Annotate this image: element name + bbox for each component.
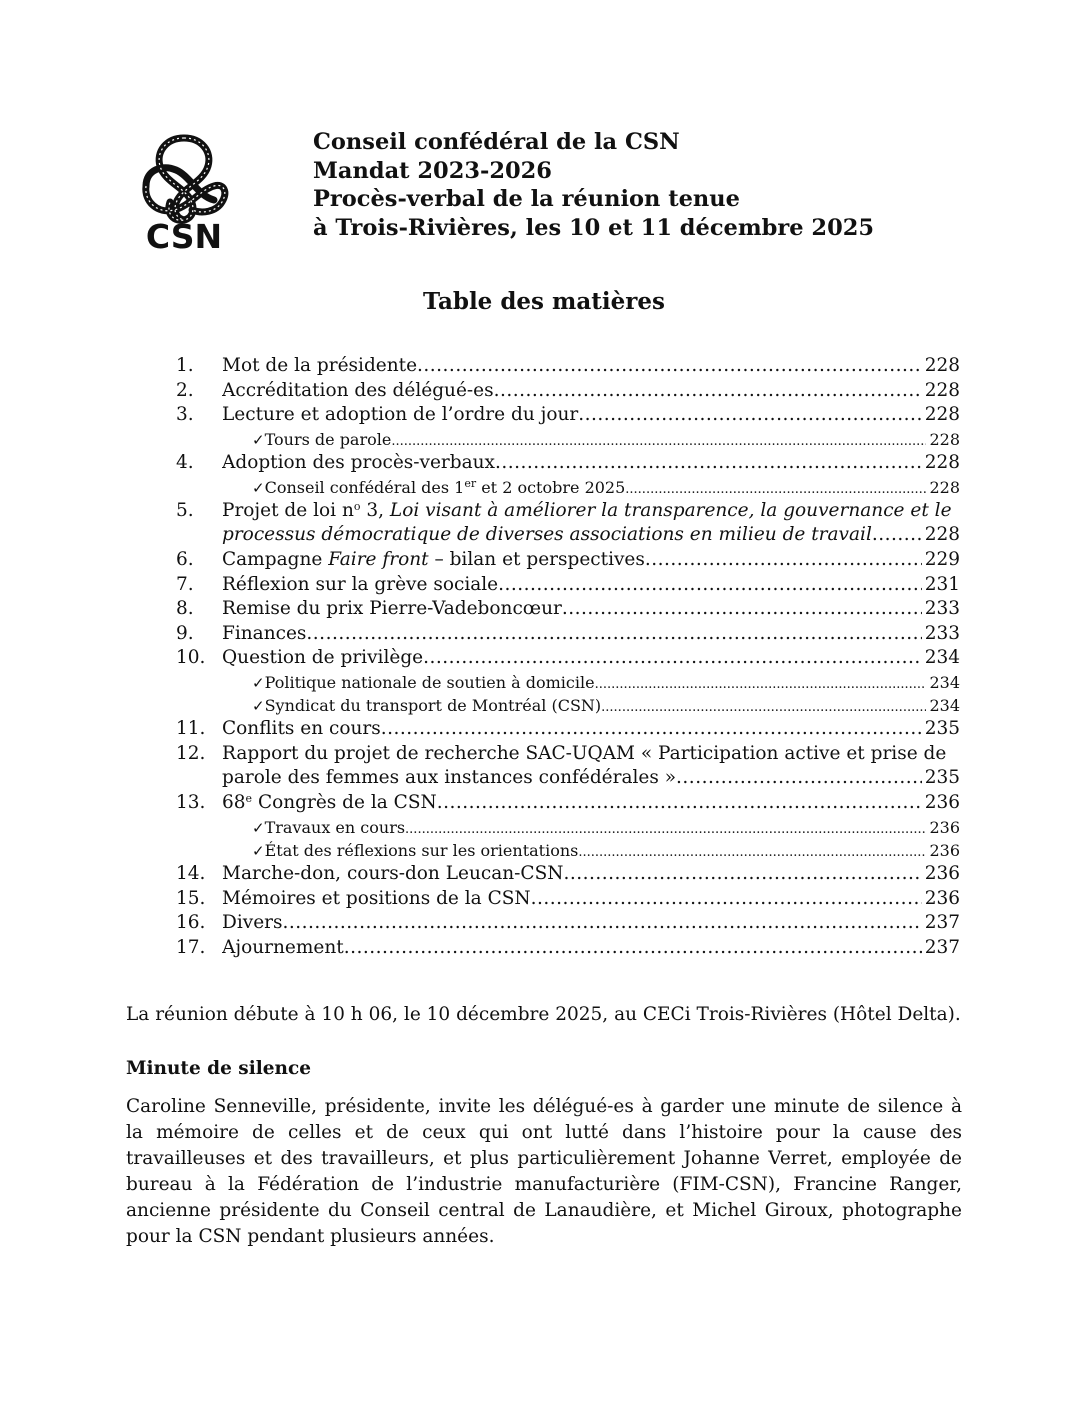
toc-item-number: 6. bbox=[176, 548, 194, 570]
toc-item-label: Conflits en cours bbox=[222, 718, 381, 740]
toc-item-label: Mot de la présidente bbox=[222, 355, 418, 376]
csn-logo bbox=[136, 130, 232, 252]
toc-leader-dots bbox=[417, 354, 922, 379]
toc-item-label: Mémoires et positions de la CSN bbox=[222, 887, 531, 909]
toc-item[interactable] bbox=[176, 597, 960, 622]
toc-item-continuation bbox=[176, 523, 960, 548]
toc-item-label: 68e Congrès de la CSN bbox=[222, 792, 437, 814]
toc-subitem-label: Travaux en cours bbox=[264, 817, 406, 837]
toc-item[interactable] bbox=[176, 451, 960, 476]
toc-subitem-label: Tours de parole bbox=[264, 429, 392, 449]
toc-subitem[interactable] bbox=[176, 476, 960, 499]
toc-subitem[interactable] bbox=[176, 694, 960, 717]
header-location-date: à Trois-Rivières, les 10 et 11 décembre 2025 bbox=[313, 214, 875, 241]
toc-item-page: 228 bbox=[929, 477, 960, 497]
toc-item-number: 14. bbox=[176, 863, 206, 885]
toc-item-label-continued: parole des femmes aux instances confédérales » bbox=[222, 767, 677, 789]
toc-item-page: 228 bbox=[924, 404, 960, 426]
toc-item-page: 236 bbox=[929, 817, 960, 837]
checkmark-icon: ✓ bbox=[252, 841, 265, 860]
toc-item-label: Adoption des procès-verbaux bbox=[222, 451, 495, 473]
toc-item-number: 16. bbox=[176, 912, 206, 934]
toc-leader-dots bbox=[495, 451, 922, 476]
toc-item-page: 228 bbox=[924, 379, 960, 401]
toc-subitem[interactable] bbox=[176, 816, 960, 839]
toc-item[interactable] bbox=[176, 646, 960, 671]
checkmark-icon: ✓ bbox=[252, 697, 265, 716]
toc-item-number: 7. bbox=[176, 573, 194, 595]
header-subtitle: Procès-verbal de la réunion tenue bbox=[313, 186, 740, 212]
toc-subitem[interactable] bbox=[176, 428, 960, 451]
toc-item-number: 17. bbox=[176, 936, 206, 958]
toc-item-number: 3. bbox=[176, 404, 194, 426]
toc-item[interactable] bbox=[176, 887, 960, 912]
toc-item-number: 11. bbox=[176, 718, 206, 740]
toc-item-page: 231 bbox=[924, 573, 960, 595]
toc-item-label: Rapport du projet de recherche SAC-UQAM « Participation active et prise de bbox=[222, 742, 947, 764]
toc-leader-dots bbox=[391, 430, 926, 453]
toc-subitem-label: Syndicat du transport de Montréal (CSN) bbox=[264, 696, 602, 716]
toc-leader-dots bbox=[283, 911, 922, 936]
knot-logo-icon bbox=[136, 130, 232, 252]
toc-item-label: Marche-don, cours-don Leucan-CSN bbox=[222, 863, 564, 885]
toc-leader-dots bbox=[423, 646, 922, 671]
toc-item-number: 12. bbox=[176, 742, 206, 764]
toc-item-page: 236 bbox=[924, 863, 960, 885]
toc-leader-dots bbox=[676, 766, 922, 791]
toc-item-number: 15. bbox=[176, 887, 206, 909]
toc-item[interactable] bbox=[176, 911, 960, 936]
toc-item-page: 228 bbox=[924, 451, 960, 473]
toc-item-page: 235 bbox=[924, 718, 960, 740]
toc-leader-dots bbox=[601, 696, 926, 719]
toc-item-label: Divers bbox=[222, 912, 283, 934]
toc-subitem-label: Conseil confédéral des 1er et 2 octobre 2025 bbox=[264, 476, 626, 497]
toc-item-page: 234 bbox=[929, 672, 960, 692]
toc-item-page: 228 bbox=[924, 524, 960, 546]
toc-item-number: 4. bbox=[176, 451, 194, 473]
header-title: Conseil confédéral de la CSN bbox=[313, 129, 680, 155]
toc-leader-dots bbox=[645, 548, 922, 573]
toc-item-label: Campagne Faire front – bilan et perspectives bbox=[222, 548, 645, 570]
toc-leader-dots bbox=[625, 478, 926, 501]
toc-item-label: Question de privilège bbox=[222, 647, 424, 669]
toc-item-page: 234 bbox=[929, 696, 960, 716]
toc-item-continuation bbox=[176, 766, 960, 791]
section-paragraph: Caroline Senneville, présidente, invite les délégué-es à garder une minute de silence à la mémoire de celles et de ceux qui ont lutté dans l’histoire pour la cause des travailleuses et des travailleurs, et plus particulièrement Johanne Verret, employée de bureau à la Fédération de l’industrie manufacturière (FIM-CSN), Francine Ranger, ancienne présidente du Conseil central de Lanaudière, et Michel Giroux, photographe pour la CSN pendant plusieurs années. bbox=[126, 1096, 962, 1247]
toc-item-number: 5. bbox=[176, 499, 194, 521]
toc-item-page: 237 bbox=[924, 936, 960, 958]
checkmark-icon: ✓ bbox=[252, 673, 265, 692]
toc-item-label: Accréditation des délégué-es bbox=[222, 379, 494, 401]
toc-leader-dots bbox=[578, 841, 926, 864]
toc-leader-dots bbox=[344, 936, 922, 961]
toc-item[interactable] bbox=[176, 622, 960, 647]
toc-leader-dots bbox=[494, 379, 922, 404]
section-heading: Minute de silence bbox=[126, 1058, 312, 1079]
toc-item-label: Projet de loi $n^o$ 3, Loi visant à améliorer la transparence, la gouvernance et le bbox=[222, 499, 952, 521]
checkmark-icon: ✓ bbox=[252, 478, 265, 497]
toc-item-page: 228 bbox=[924, 355, 960, 376]
toc-item-number: 9. bbox=[176, 622, 194, 644]
toc-item-page: 229 bbox=[924, 548, 960, 570]
toc-item-label: Ajournement bbox=[222, 936, 344, 958]
toc-item-number: 2. bbox=[176, 379, 194, 401]
toc-leader-dots bbox=[531, 887, 922, 912]
toc-subitem[interactable] bbox=[176, 671, 960, 694]
toc-item-page: 233 bbox=[924, 622, 960, 644]
toc-item-page: 233 bbox=[924, 598, 960, 620]
table-of-contents bbox=[176, 354, 960, 960]
toc-item-page: 228 bbox=[929, 429, 960, 449]
toc-leader-dots bbox=[595, 673, 927, 696]
toc-item-page: 237 bbox=[924, 912, 960, 934]
toc-subitem[interactable] bbox=[176, 839, 960, 862]
toc-leader-dots bbox=[498, 573, 922, 598]
toc-leader-dots bbox=[381, 717, 922, 742]
toc-item[interactable] bbox=[176, 742, 960, 767]
toc-item-label: Finances bbox=[222, 622, 307, 644]
toc-item[interactable] bbox=[176, 548, 960, 573]
toc-subitem-label: Politique nationale de soutien à domicile bbox=[264, 672, 595, 692]
toc-leader-dots bbox=[562, 597, 922, 622]
toc-item[interactable] bbox=[176, 499, 960, 524]
toc-item-number: 8. bbox=[176, 598, 194, 620]
toc-item-page: 236 bbox=[924, 792, 960, 814]
toc-item-label: Réflexion sur la grève sociale bbox=[222, 573, 499, 595]
toc-item-number: 1. bbox=[176, 355, 194, 376]
toc-leader-dots bbox=[872, 523, 922, 548]
logo-text: CSN bbox=[145, 217, 223, 252]
toc-leader-dots bbox=[578, 403, 921, 428]
toc-item-label-continued: processus démocratique de diverses associations en milieu de travail bbox=[222, 524, 872, 546]
checkmark-icon: ✓ bbox=[252, 818, 265, 837]
meeting-start-statement: La réunion débute à 10 h 06, le 10 décembre 2025, au CECi Trois-Rivières (Hôtel Delta). bbox=[126, 1004, 961, 1025]
toc-item-page: 235 bbox=[924, 767, 960, 789]
toc-item[interactable] bbox=[176, 379, 960, 404]
toc-item-label: Lecture et adoption de l’ordre du jour bbox=[222, 404, 579, 426]
toc-item-page: 236 bbox=[924, 887, 960, 909]
toc-subitem-label: État des réflexions sur les orientations bbox=[264, 840, 579, 860]
header-mandate: Mandat 2023-2026 bbox=[313, 157, 552, 184]
toc-item[interactable] bbox=[176, 717, 960, 742]
toc-item[interactable] bbox=[176, 573, 960, 598]
toc-item[interactable] bbox=[176, 936, 960, 961]
toc-leader-dots bbox=[306, 622, 921, 647]
checkmark-icon: ✓ bbox=[252, 430, 265, 449]
toc-leader-dots bbox=[437, 791, 922, 816]
toc-title: Table des matières bbox=[423, 288, 665, 315]
toc-item[interactable] bbox=[176, 354, 960, 379]
toc-item-number: 10. bbox=[176, 647, 206, 669]
toc-leader-dots bbox=[563, 862, 921, 887]
toc-item[interactable] bbox=[176, 862, 960, 887]
document-header bbox=[313, 128, 874, 242]
toc-item-page: 234 bbox=[924, 647, 960, 669]
toc-item-label: Remise du prix Pierre-Vadeboncœur bbox=[222, 598, 562, 620]
toc-item[interactable] bbox=[176, 403, 960, 428]
toc-leader-dots bbox=[405, 818, 926, 841]
toc-item-page: 236 bbox=[929, 840, 960, 860]
toc-item-number: 13. bbox=[176, 792, 206, 814]
toc-item[interactable] bbox=[176, 791, 960, 816]
